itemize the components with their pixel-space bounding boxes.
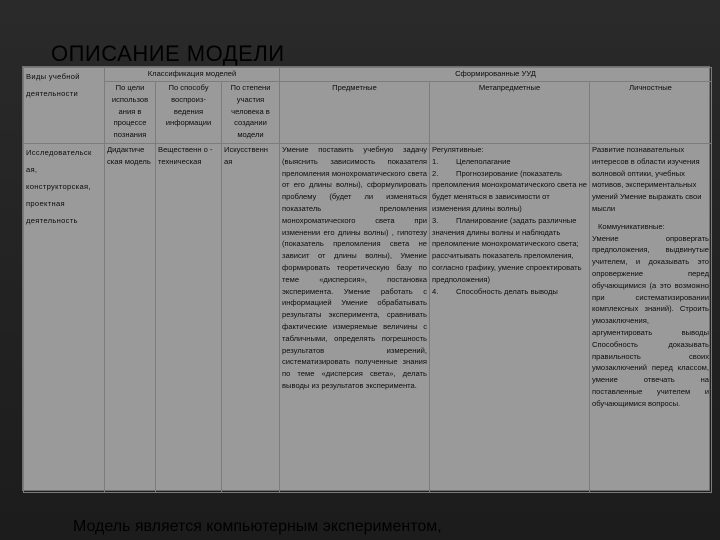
header-subject: Предметные	[280, 82, 430, 144]
list-item-text: Целеполагание	[456, 156, 511, 166]
regulatory-list	[432, 156, 587, 298]
personal-text: Развитие познавательных интересов в области изучения волновой оптики, учебных мотивов, экспериментальных умений Умение выражать свои мысли	[592, 145, 702, 213]
list-item	[432, 215, 587, 286]
metasubject-cell	[430, 144, 590, 493]
list-item	[432, 286, 587, 298]
personal-cell	[590, 144, 712, 493]
header-by-participation: По степени участия человека в создании модели	[222, 82, 280, 144]
header-personal: Личностные	[590, 82, 712, 144]
list-item	[432, 156, 587, 168]
regulatory-heading: Регулятивные:	[432, 145, 484, 154]
header-activity-types: Виды учебной деятельности	[24, 68, 105, 144]
purpose-cell: Дидактиче ская модель	[105, 144, 156, 493]
participation-cell: Искусственн ая	[222, 144, 280, 493]
subject-results-cell: Умение поставить учебную задачу (выяснить зависимость показателя преломления монохроматического света от его длины волны), сформулировать проблему (будет ли изменяться показатель преломления монохроматического света при изменении его длины волны) , гипотезу (показатель преломления света не зависит от длины волны), Умение формировать теоретическую базу по теме «дисперсия», постановка эксперимента. Умение работать с информацией Умение обрабатывать результаты эксперимента, сравнивать фактические измеряемые величины с табличными, определять погрешность результатов измерений, систематизировать полученные знания по теме «дисперсия света», делать выводы из результатов эксперимента.	[280, 144, 430, 493]
communicative-text: Умение опровергать предположения, выдвинутые учителем, и доказывать это опровержение перед обучающимися (а это возможно при систематизировании комплексных знаний). Строить умозаключения, аргументировать выводы Способность доказывать правильность своих умозаключений перед классом, умение отвечать на поставленные учителем и обучающимися вопросы.	[592, 233, 710, 408]
table-row	[24, 144, 712, 493]
header-by-purpose: По цели использов ания в процессе познания	[105, 82, 156, 144]
list-item-text: Способность делать выводы	[456, 286, 558, 296]
model-description-table-panel	[22, 66, 710, 491]
header-row-top	[24, 68, 712, 82]
header-row-bottom	[24, 82, 712, 144]
list-item	[432, 168, 587, 215]
header-metasubject: Метапредметные	[430, 82, 590, 144]
method-cell: Вещественн о - техническая	[156, 144, 222, 493]
list-item-number: 1.	[432, 156, 439, 166]
list-item-text: Прогнозирование (показатель преломления монохроматического света не будет меняться в зависимости от изменения длины волны)	[432, 168, 587, 213]
communicative-heading: Коммуникативные:	[598, 221, 665, 231]
list-item-number: 2.	[432, 168, 439, 178]
slide-caption: Модель является компьютерным экспериментом,	[73, 518, 442, 535]
list-item-number: 4.	[432, 286, 439, 296]
header-formed-uud: Сформированные УУД	[280, 68, 712, 82]
header-classification: Классификация моделей	[105, 68, 280, 82]
slide-title: ОПИСАНИЕ МОДЕЛИ	[51, 41, 285, 66]
activity-cell: Исследовательск ая, конструкторская, проектная деятельность	[24, 144, 105, 493]
header-by-method: По способу воспроиз-ведения информации	[156, 82, 222, 144]
list-item-number: 3.	[432, 215, 439, 225]
model-description-table	[23, 67, 712, 493]
list-item-text: Планирование (задать различные значения длины волны и наблюдать преломление монохроматического света; рассчитывать показатель преломления, согласно графику, умение спроектировать предположения)	[432, 215, 582, 284]
